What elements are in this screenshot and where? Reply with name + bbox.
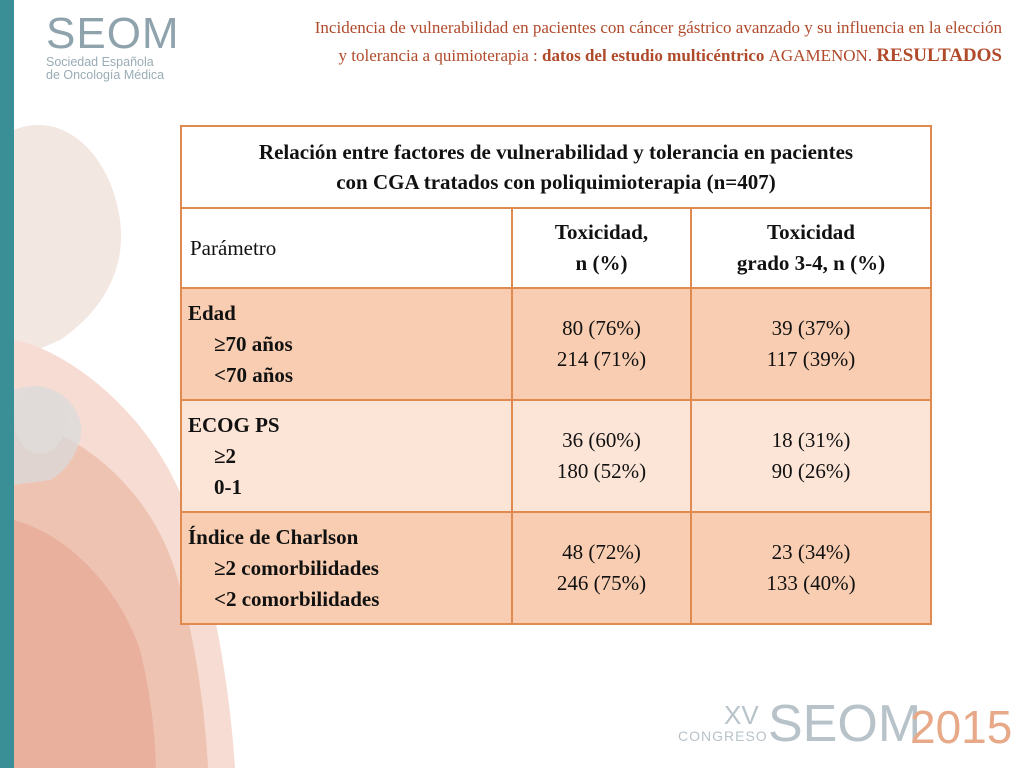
toxicity-grade34-value: 23 (34%) <box>771 540 851 564</box>
logo-name: SEOM <box>46 9 180 58</box>
header-line-1: Incidencia de vulnerabilidad en pacientes con cáncer gástrico avanzado y su influencia en la elección <box>314 18 1002 37</box>
param-group-label: ECOG PS <box>188 412 280 437</box>
param-sub-label: ≥2 comorbilidades <box>214 555 379 580</box>
logo-subtitle-line1: Sociedad Española <box>46 55 154 69</box>
param-cell <box>181 400 512 512</box>
param-cell <box>181 288 512 400</box>
toxicity-cell <box>512 512 691 624</box>
toxicity-grade34-value: 117 (39%) <box>766 347 856 371</box>
toxicity-grade34-value: 133 (40%) <box>766 571 856 595</box>
congress-edition: XV <box>724 700 759 730</box>
toxicity-value: 214 (71%) <box>556 347 647 371</box>
logo-subtitle-line2: de Oncología Médica <box>46 68 165 82</box>
param-sub-label: <2 comorbilidades <box>214 586 380 611</box>
results-table <box>180 125 932 625</box>
toxicity-grade34-cell <box>691 288 931 400</box>
table-title-line2: con CGA tratados con poliquimioterapia (n=407) <box>336 170 776 194</box>
param-group-label: Edad <box>188 300 236 325</box>
toxicity-grade34-value: 18 (31%) <box>771 428 851 452</box>
param-sub-label: 0-1 <box>214 474 242 499</box>
column-header-toxicity-line1: Toxicidad, <box>554 220 649 244</box>
param-sub-label: ≥70 años <box>214 331 293 356</box>
table-row <box>181 288 931 400</box>
congress-label: CONGRESO <box>678 728 768 744</box>
param-sub-label: ≥2 <box>214 443 237 468</box>
column-header-toxicity-grade34 <box>691 208 931 288</box>
congress-year: 2015 <box>910 701 1013 753</box>
toxicity-grade34-cell <box>691 512 931 624</box>
toxicity-value: 36 (60%) <box>562 428 641 452</box>
param-group-label: Índice de Charlson <box>188 524 359 549</box>
table-row <box>181 400 931 512</box>
table-row <box>181 512 931 624</box>
congress-logo <box>678 694 1013 754</box>
table-title-line1: Relación entre factores de vulnerabilidad y tolerancia en pacientes <box>258 140 854 164</box>
header-line-2 <box>182 42 1002 70</box>
slide-header <box>182 14 1002 70</box>
column-header-toxicity-grade34-line1: Toxicidad <box>767 220 855 244</box>
param-sub-label: <70 años <box>214 362 294 387</box>
header-line-2-part3: AGAMENON. <box>768 46 877 65</box>
param-cell <box>181 512 512 624</box>
column-header-param: Parámetro <box>181 208 512 288</box>
column-header-toxicity-line2: n (%) <box>575 251 628 275</box>
column-header-toxicity-grade34-line2: grado 3-4, n (%) <box>736 251 886 275</box>
toxicity-grade34-value: 90 (26%) <box>771 459 851 483</box>
toxicity-cell <box>512 288 691 400</box>
header-line-2-part1: y tolerancia a quimioterapia : <box>338 46 542 65</box>
table-title <box>181 126 931 208</box>
column-header-toxicity <box>512 208 691 288</box>
toxicity-grade34-cell <box>691 400 931 512</box>
toxicity-cell <box>512 400 691 512</box>
congress-seom: SEOM <box>768 695 922 753</box>
toxicity-value: 180 (52%) <box>556 459 647 483</box>
toxicity-value: 48 (72%) <box>562 540 641 564</box>
table-header-row <box>181 208 931 288</box>
toxicity-value: 80 (76%) <box>562 316 641 340</box>
header-line-2-part2: datos del estudio multicéntrico <box>542 46 769 65</box>
toxicity-value: 246 (75%) <box>556 571 647 595</box>
seom-logo <box>46 9 180 82</box>
toxicity-grade34-value: 39 (37%) <box>771 316 851 340</box>
header-results-label: RESULTADOS <box>876 45 1002 66</box>
